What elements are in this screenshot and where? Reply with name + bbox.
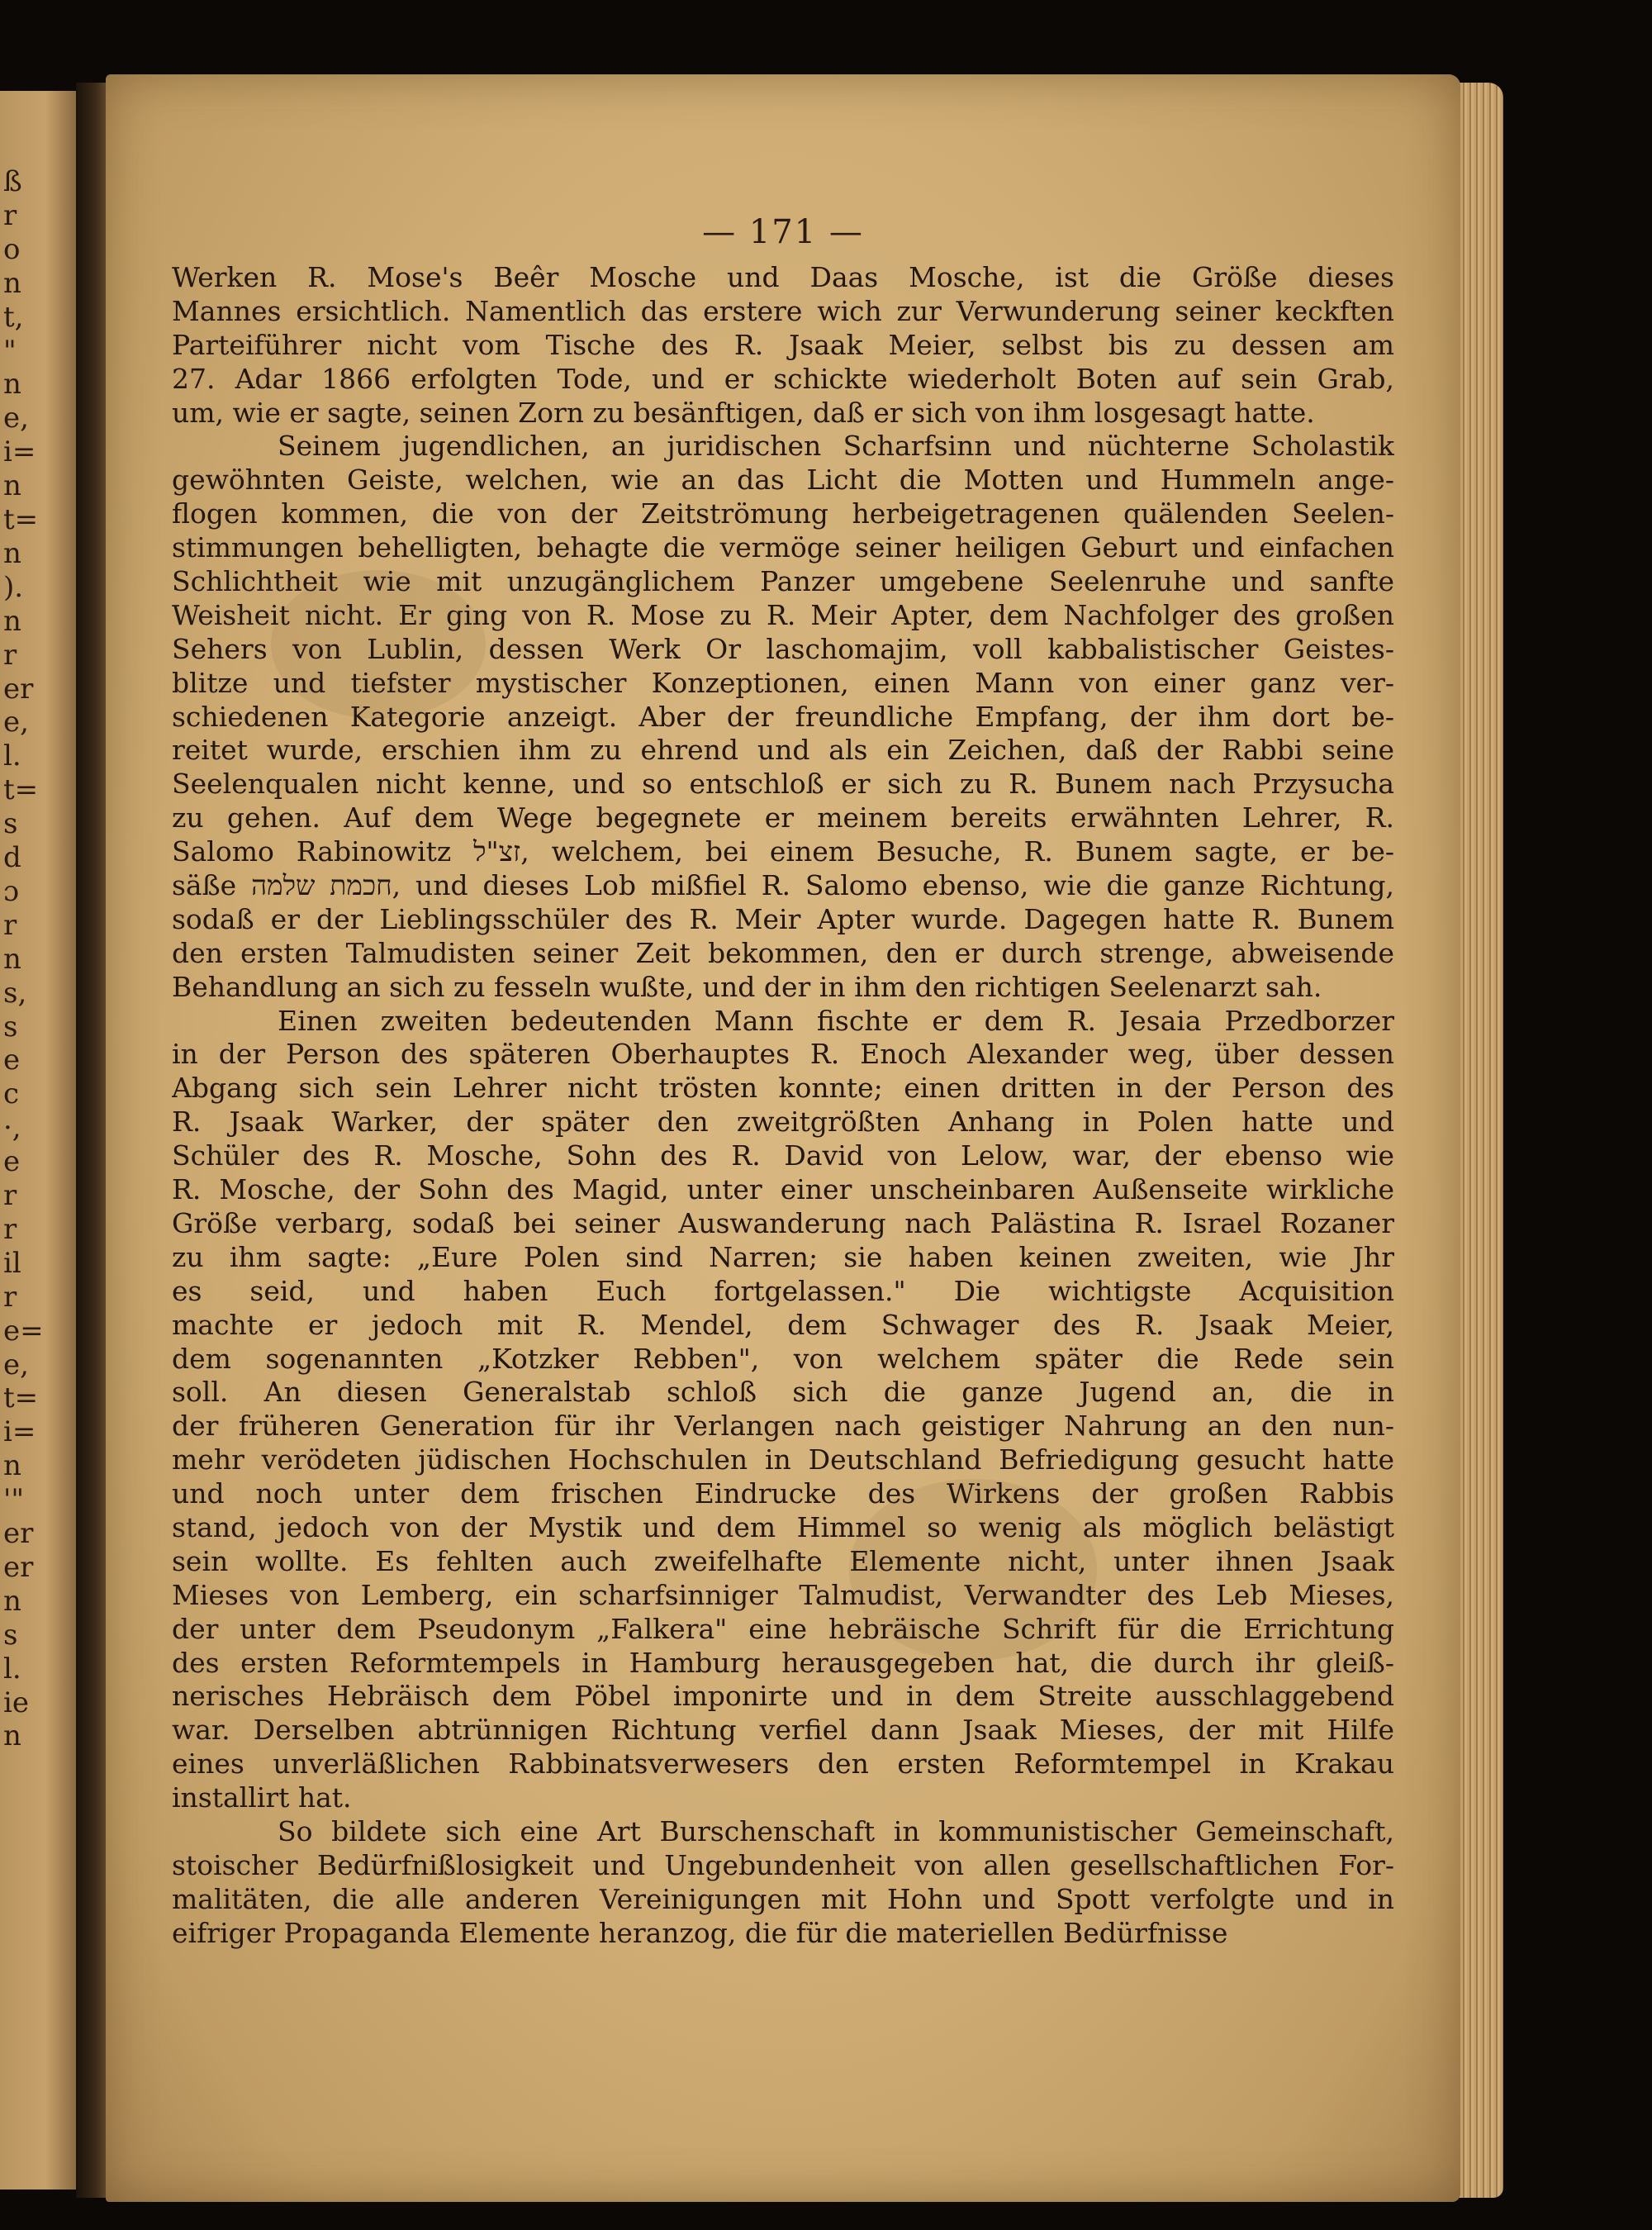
left-page-fragment: r [3,908,17,942]
paragraph [172,1005,1394,1815]
left-page-fragment: n [3,942,21,976]
text-line: zu ihm sagte: „Eure Polen sind Narren; sie haben keinen zweiten, wie Jhr [172,1240,1394,1273]
left-page-fragment: o [3,232,21,266]
text-line: Sehers von Lublin, dessen Werk Or laschomajim, voll kabbalistischer Geistes- [172,632,1394,665]
text-line: soll. An diesen Generalstab schloß sich die ganze Jugend an, die in [172,1376,1394,1409]
text-line: 27. Adar 1866 erfolgten Tode, und er schickte wiederholt Boten auf sein Grab, [172,362,1394,395]
book-page [106,74,1460,2202]
text-line: installirt hat. [172,1781,352,1814]
text-line: säße חכמת שלמה, und dieses Lob mißfiel R. Salomo ebenso, wie die ganze Richtung, [172,869,1394,902]
left-page-fragment: er [3,672,34,706]
body-text [172,261,1394,1951]
left-page-fragment: s, [3,976,27,1010]
text-line: Seelenqualen nicht kenne, und so entschloß er sich zu R. Bunem nach Przysucha [172,768,1394,801]
text-line: zu gehen. Auf dem Wege begegnete er meinem bereits erwähnten Lehrer, R. [172,801,1394,834]
left-page-fragment: l. [3,739,21,773]
left-page-fragment: e [3,1145,21,1179]
text-line: war. Derselben abtrünnigen Richtung verfiel dann Jsaak Mieses, der mit Hilfe [172,1714,1394,1747]
text-line: stimmungen behelligten, behagte die vermöge seiner heiligen Geburt und einfachen [172,531,1394,564]
text-line: sodaß er der Lieblingsschüler des R. Meir Apter wurde. Dagegen hatte R. Bunem [172,902,1394,935]
left-page-fragment: r [3,198,17,232]
left-page-fragment: n [3,368,21,402]
page-stack-edge [1454,83,1503,2198]
left-page-fragment: ). [3,570,24,604]
text-line: blitze und tiefster mystischer Konzeptionen, einen Mann von einer ganz ver- [172,666,1394,699]
text-line: den ersten Talmudisten seiner Zeit bekommen, den er durch strenge, abweisende [172,936,1394,969]
left-facing-page-edge [0,91,76,2190]
text-line: gewöhnten Geiste, welchen, wie an das Licht die Motten und Hummeln ange- [172,464,1394,497]
text-line: Abgang sich sein Lehrer nicht trösten konnte; einen dritten in der Person des [172,1072,1394,1105]
left-page-fragment: ie [3,1686,29,1719]
text-line: stand, jedoch von der Mystik und dem Himmel so wenig als möglich belästigt [172,1510,1394,1543]
text-line: Salomo Rabinowitz זצ"ל, welchem, bei einem Besuche, R. Bunem sagte, er be- [172,835,1394,868]
text-line: Mannes ersichtlich. Namentlich das erstere wich zur Verwunderung seiner keckften [172,294,1394,327]
text-line: eifriger Propaganda Elemente heranzog, die für die materiellen Bedürfnisse [172,1916,1228,1949]
left-page-fragment: r [3,1179,17,1212]
left-page-fragment: n [3,469,21,503]
text-line: stoischer Bedürfnißlosigkeit und Ungebundenheit von allen gesellschaftlichen For- [172,1848,1394,1881]
left-page-fragment: '" [3,1483,24,1517]
left-page-fragment: ·, [3,1111,21,1145]
text-line: Parteiführer nicht vom Tische des R. Jsaak Meier, selbst bis zu dessen am [172,328,1394,361]
left-page-fragment: ß [3,165,22,198]
page-number: — 171 — [702,213,864,251]
left-page-fragment: n [3,536,21,570]
left-page-fragment: d [3,841,21,874]
text-line: und noch unter dem frischen Eindrucke des Wirkens der großen Rabbis [172,1477,1394,1510]
left-page-fragment: s [3,1010,18,1044]
left-page-fragment: t= [3,1381,39,1415]
left-page-fragment: n [3,1584,21,1618]
left-page-fragment: n [3,266,21,300]
left-page-fragment: t= [3,773,39,807]
left-page-fragment: e, [3,402,29,435]
text-line: malitäten, die alle anderen Vereinigungen mit Hohn und Spott verfolgte und in [172,1882,1394,1915]
left-page-fragment: e, [3,1348,29,1381]
text-line: in der Person des späteren Oberhauptes R. Enoch Alexander weg, über dessen [172,1038,1394,1071]
left-page-fragment: n [3,604,21,638]
left-page-fragment: " [3,334,17,368]
book-gutter [76,83,109,2198]
text-line: Weisheit nicht. Er ging von R. Mose zu R. Meir Apter, dem Nachfolger des großen [172,598,1394,631]
text-line: Größe verbarg, sodaß bei seiner Auswanderung nach Palästina R. Israel Rozaner [172,1206,1394,1239]
left-page-fragment: t, [3,300,24,334]
left-page-fragment: i= [3,435,36,469]
text-line: eines unverläßlichen Rabbinatsverwesers den ersten Reformtempel in Krakau [172,1747,1394,1781]
text-line: Seinem jugendlichen, an juridischen Scharfsinn und nüchterne Scholastik [278,430,1394,463]
left-page-fragment: r [3,1212,17,1246]
text-line: Werken R. Mose's Beêr Mosche und Daas Mosche, ist die Größe dieses [172,261,1394,293]
text-line: Behandlung an sich zu fesseln wußte, und der in ihm den richtigen Seelenarzt sah. [172,970,1322,1003]
left-page-fragment: t= [3,503,39,536]
text-line: dem sogenannten „Kotzker Rebben", von welchem später die Rede sein [172,1342,1394,1375]
text-line: reitet wurde, erschien ihm zu ehrend und als ein Zeichen, daß der Rabbi seine [172,734,1394,767]
text-line: Schlichtheit wie mit unzugänglichem Panzer umgebene Seelenruhe und sanfte [172,565,1394,598]
left-page-fragment: ɔ [3,874,20,908]
text-line: der unter dem Pseudonym „Falkera" eine hebräische Schrift für die Errichtung [172,1612,1394,1645]
left-page-fragment: n [3,1449,21,1483]
left-page-fragment: e= [3,1314,44,1348]
left-page-fragment: er [3,1517,34,1550]
left-page-fragment: e [3,1044,21,1077]
text-line: mehr verödeten jüdischen Hochschulen in Deutschland Befriedigung gesucht hatte [172,1443,1394,1476]
left-page-fragment: er [3,1550,34,1584]
text-line: R. Mosche, der Sohn des Magid, unter einer unscheinbaren Außenseite wirkliche [172,1173,1394,1206]
left-page-fragment: i= [3,1415,36,1449]
text-line: sein wollte. Es fehlten auch zweifelhafte Elemente nicht, unter ihnen Jsaak [172,1544,1394,1577]
text-line: flogen kommen, die von der Zeitströmung herbeigetragenen quälenden Seelen- [172,497,1394,530]
paragraph [172,261,1394,430]
text-line: machte er jedoch mit R. Mendel, dem Schwager des R. Jsaak Meier, [172,1308,1394,1341]
left-page-fragment: l. [3,1652,21,1686]
text-line: der früheren Generation für ihr Verlangen nach geistiger Nahrung an den nun- [172,1410,1394,1443]
text-line: Mieses von Lemberg, ein scharfsinniger Talmudist, Verwandter des Leb Mieses, [172,1578,1394,1611]
text-line: nerisches Hebräisch dem Pöbel imponirte und in dem Streite ausschlaggebend [172,1680,1394,1713]
paragraph [172,430,1394,1004]
left-page-fragment: r [3,638,17,672]
text-line: Einen zweiten bedeutenden Mann fischte er dem R. Jesaia Przedborzer [278,1004,1394,1037]
text-line: Schüler des R. Mosche, Sohn des R. David von Lelow, war, der ebenso wie [172,1139,1394,1172]
text-line: um, wie er sagte, seinen Zorn zu besänftigen, daß er sich von ihm losgesagt hatte. [172,396,1315,429]
text-line: So bildete sich eine Art Burschenschaft in kommunistischer Gemeinschaft, [278,1814,1394,1847]
text-line: R. Jsaak Warker, der später den zweitgrößten Anhang in Polen hatte und [172,1105,1394,1139]
paragraph [172,1815,1394,1951]
text-line: es seid, und haben Euch fortgelassen." Die wichtigste Acquisition [172,1274,1394,1307]
left-page-fragment: e, [3,706,29,739]
left-page-fragment: n [3,1719,21,1753]
left-page-fragment: s [3,1618,18,1652]
left-page-fragment: c [3,1077,20,1111]
left-page-fragment: r [3,1280,17,1314]
text-line: des ersten Reformtempels in Hamburg herausgegeben hat, die durch ihr gleiß- [172,1646,1394,1679]
left-page-fragment: il [3,1246,21,1280]
text-line: schiedenen Kategorie anzeigt. Aber der freundliche Empfang, der ihm dort be- [172,700,1394,733]
left-page-fragment: s [3,807,18,841]
